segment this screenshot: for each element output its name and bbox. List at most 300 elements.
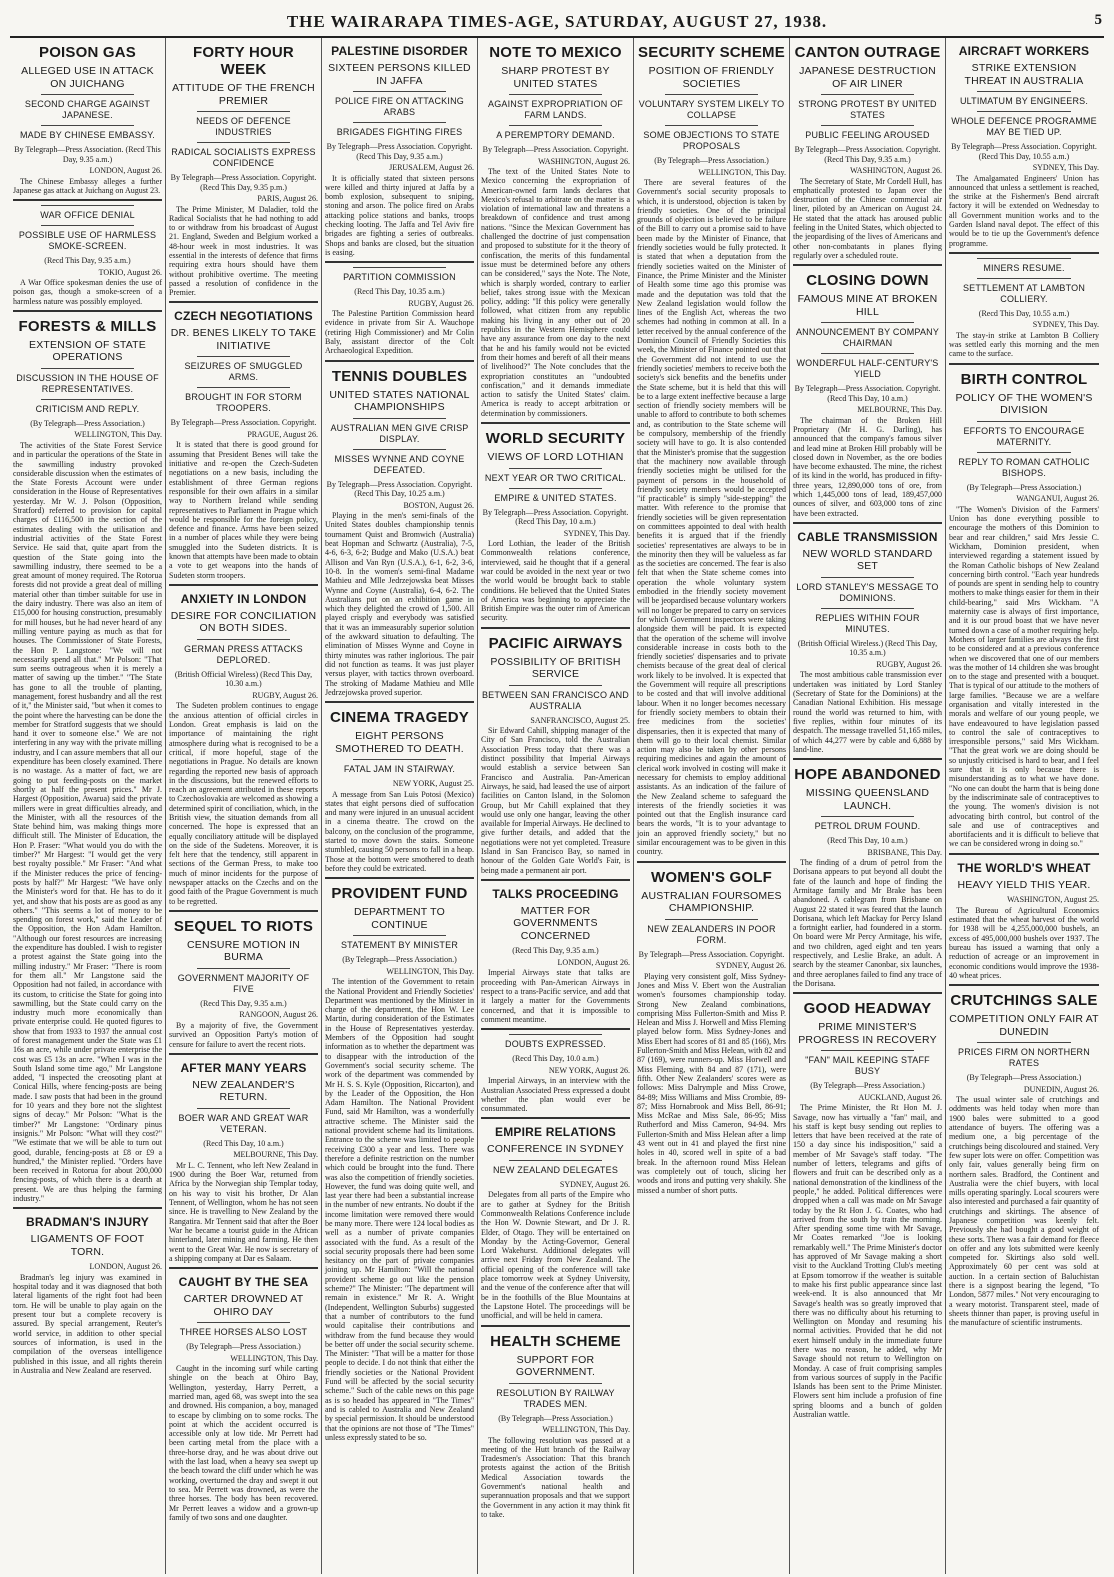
article-subhead: SIXTEEN PERSONS KILLED IN JAFFA (328, 62, 471, 87)
article-credit: By Telegraph—Press Association. (Recd This Day, 9.35 a.m.) (14, 145, 161, 164)
article-dateline: AUCKLAND, August 26. (858, 1092, 942, 1102)
article-credit: (British Official Wireless.) (Recd This Day, 10.35 a.m.) (797, 638, 938, 658)
article-subhead: RESOLUTION BY RAILWAY TRADES MEN. (496, 1387, 615, 1409)
article-body: The Chinese Embassy alleges a further Japanese gas attack at Juichang on August 23. (13, 176, 162, 195)
article-headline: GOOD HEADWAY (803, 1000, 932, 1018)
article-headline: CINEMA TRAGEDY (330, 709, 469, 727)
article (481, 1034, 630, 1113)
article-subhead: DOUBTS EXPRESSED. (505, 1039, 606, 1050)
article-body: It is officially stated that sixteen persons were killed and thirty injured at Jaffa by a bomb explosion, subsequent to sniping, stoning and arson. The police fired on Arabs attacking police stations and banks, troops checking looting. The Jaffa and Tel Aviv fire brigades are fighting a series of outbreaks. Shops and banks are closed, but the situation is easing. (325, 173, 474, 257)
article-credit: (Recd This Day, 10 a.m.) (203, 1138, 284, 1148)
article-subhead: PUBLIC FEELING AROUSED (805, 130, 930, 140)
subhead-divider (821, 353, 914, 354)
article-divider (325, 701, 474, 703)
article-dateline: WANGANUI, August 26. (1016, 494, 1099, 504)
article-credit: (By Telegraph—Press Association.) (654, 156, 769, 165)
article-credit: (Recd This Day, 9.35 a.m.) (512, 946, 599, 956)
article-body: The activities of the State Forest Service and in particular the operations of the State in the sawmilling industry provoked considerable discussion when the estimates of the State Forests Account were under consideration in the House of Representatives yesterday. Mr W. J. Polson (Opposition, Stratford) referred to provision for capital charges of £116,500 in the section of the estimates dealing with the utilisation and industrial activities of the State Forest Service. He said that, quite apart from the question of the State going into the sawmilling industry, there seemed to be a great amount of money required. The Rotorua forests did not provide a great deal of milling material other than timber suitable for use in the dairy industry. There was also an item of £15,000 for housing construction, presumably for mill houses, but he had never heard of any milling venture paying as much as that for houses. The Commissioner of State Forests, the Hon P. Langstone: "We will not necessarily spend all that." Mr Polson: "That sum seems outrageous when it is merely a matter of sawing up the timber." "The State has gone to all the trouble of planting, management, forest husbandry and all the rest of it," the Minister said, "but when it comes to the point where the harvesting can be done the member for Stratford suggests that we should hand it over to someone else." We are not interfering in any way with the private milling industry, and I can assure members that all our expenditure has been closely examined. There is no wastage. As a matter of fact, we are going to put feeding-posts on the market shortly at half the present prices." Mr J. Hargest (Opposition, Awarua) said the private millers were in great difficulties already, and the Minister, with all the resources of the State behind him, was making things more difficult still. The Minister of Education, the Hon P. Fraser: "What would you do with the timber?" Mr Hargest: "I would get the very best royalty possible." Mr Fraser: "And what if the Minister reduces the price of fencing-posts by half?" Mr Hargest: "We have only the Minister's word for that. He has to do it yet, and show that his posts are as good as any others." "This seems a lot of money to be spending on forest work," said the Leader of the Opposition, the Hon Adam Hamilton. "Although our forest resources are increasing the expenditure has doubled. I wish to register a protest against the State going into the milling industry." Mr Fraser: "There is room for them all." Mr Langstone said the Opposition had not failed, in accordance with its custom, to criticise the State for going into sawmilling, but the State could carry on the industry much more economically than private enterprise could. He quoted figures to show that from 1933 to 1937 the annual cost of forest management under the State was £1 16s an acre, while under private enterprise the cost was £5 13s an acre. "When I was in the South Island some time ago," Mr Langstone added, "I inspected the creosoting plant at Conical Hills, where fencing-posts are being made. I saw posts that had been in the ground for 10 years and they bore not the slightest signs of decay." Mr Polson: "What is the timber?" Mr Langstone: "Ordinary pinus insignis." Mr Polson: "What will they cost?" "We estimate that we will be able to turn out good, durable, fencing-posts at £8 or £9 a hundred," the Minister replied. "Orders have been received in Rotorua for about 200,000 fencing-posts, of which there is a dearth at present. We are thus helping the farming industry." (13, 440, 162, 1204)
article-headline: TALKS PROCEEDING (492, 886, 619, 901)
article-divider (793, 522, 942, 524)
article-subhead: SOME OBJECTIONS TO STATE PROPOSALS (643, 130, 780, 151)
article-headline: AIRCRAFT WORKERS (958, 44, 1090, 58)
article-body: The Prime Minister, M Daladier, told the Radical Socialists that he had nothing to add to or withdraw from his broadcast of August 21. England, Sweden and Belgium worked a 48-hour week in most industries. It was essential in the interests of defence that firms requiring extra hours should have them without prohibitive overtime. The meeting passed a resolution of confidence in the Premier. (169, 204, 318, 298)
subhead-divider (41, 368, 134, 369)
section-divider (509, 1034, 602, 1035)
article (949, 992, 1099, 1327)
article-dateline: SYDNEY, August 26. (715, 961, 786, 971)
article-dateline: SYDNEY, This Day. (563, 528, 630, 538)
article-dateline: TOKIO, August 26. (98, 267, 162, 277)
article-subhead: POSITION OF FRIENDLY SOCIETIES (648, 65, 775, 90)
article (169, 309, 318, 579)
article-subhead: BRIGADES FIGHTING FIRES (336, 127, 463, 137)
article (169, 592, 318, 906)
article-subhead: MATTER FOR GOVERNMENTS CONCERNED (513, 904, 598, 942)
article-subhead: NEW ZEALANDERS IN POOR FORM. (647, 923, 776, 945)
article-subhead: SECOND CHARGE AGAINST JAPANESE. (24, 99, 151, 120)
article-body: A message from San Luis Potosi (Mexico) states that eight persons died of suffocation and many were injured in an unusual accident in a cinema theatre. The crowd on the balcony, on the conclusion of the programme, started to move down the stairs. Someone stumbled, causing 50 persons to fall in a heap. Those at the bottom were smothered to death before they could be extricated. (325, 789, 474, 873)
article-subhead: MISSING QUEENSLAND LAUNCH. (805, 787, 930, 812)
subhead-divider (41, 125, 134, 126)
news-column (166, 38, 322, 1574)
article-headline: NOTE TO MEXICO (489, 44, 622, 61)
article-credit: (By Telegraph—Press Association.) (186, 1342, 301, 1352)
article-divider (637, 861, 786, 863)
article-body: The following resolution was passed at a meeting of the Hutt branch of the Railway Tradesmen's Association: That this branch protests against the action of the British Medical Association towards the Government's national health and superannuation proposals and that we support the Government in any action it may think fit to take. (481, 1435, 630, 1519)
article-subhead: SUPPORT FOR GOVERNMENT. (515, 1353, 596, 1379)
article-divider (325, 360, 474, 362)
article-divider (325, 877, 474, 879)
subhead-divider (977, 91, 1071, 92)
article-subhead: COMPETITION ONLY FAIR AT DUNEDIN (949, 1013, 1099, 1038)
article-headline: POISON GAS (38, 44, 137, 61)
article-dateline: RUGBY, August 26. (252, 690, 318, 700)
article-body: The usual winter sale of crutchings and oddments was held today when more than 1900 bales were submitted to a good attendance of buyers. The offering was a medium one, a big percentage of the crutchings being discoloured and stained. Very few super lots were on offer. Competition was only fair, values generally being firm on northern sales. Bradford, the Continent and Australia were the chief buyers, with local mills operating sparingly. Local scourers were also interested and purchased a fair quantity of crutchings and skirtings. The absence of Japanese competition was keenly felt. Previously she had bought a good weight of these sorts. There was a fair demand for fleece on offer and any lots submitted were keenly competed for. Skirtings also sold well. Approximately 60 per cent was sold at auction. In a certain section of Baluchistan there is a signpost bearing the legend, "To London, 5877 miles." Not very encouraging to a weary motorist. Transparent steel, made of sheets thinner than paper, is proving useful in the manufacture of scientific instruments. (949, 1095, 1099, 1328)
article-divider (13, 199, 162, 201)
subhead-divider (353, 449, 446, 450)
article (949, 861, 1099, 980)
subhead-divider (353, 122, 446, 123)
article-divider (481, 422, 630, 424)
article (13, 205, 162, 306)
article-headline: WOMEN'S GOLF (651, 868, 772, 886)
article-body: Mr L. C. Tennent, who left New Zealand in 1900 during the Boer War, returned from Africa by the Norwegian ship Templar today, on his way to visit his brother, Dr Alan Tennent, of Wellington, whom he has not seen since. He is travelling to New Zealand by the Rangatira. Mr Tennent said that after the Boer War he became a tourist guide in the African hinterland, later mining and farming. He then went to the Great War. He now is secretary of a shipping company at Dar es Salaam. (169, 1160, 318, 1263)
article-divider (949, 984, 1099, 986)
subhead-divider (41, 225, 134, 226)
article-credit: By Telegraph—Press Association. Copyright. (Recd This Day, 9.35 p.m.) (170, 173, 317, 192)
news-column (790, 38, 946, 1574)
article (13, 44, 162, 195)
article-subhead: NEW ZEALAND DELEGATES (492, 1164, 619, 1175)
article-credit: (By Telegraph—Press Association.) (966, 1073, 1082, 1083)
article-credit: (By Telegraph—Press Association.) (30, 418, 145, 428)
article-dateline: LONDON, August 26. (89, 1262, 162, 1272)
article-body: The most ambitious cable transmission ever undertaken was initiated by Lord Stanley (Secretary of State for the Dominions) at the Canadian National Exhibition. His message round the world was returned to him, with five replies, within four minutes of its despatch. The message travelled 51,165 miles, of which 44,277 were by cable and 6,888 by land-line. (793, 670, 942, 754)
subhead-divider (509, 1383, 602, 1384)
article-subhead: ATTITUDE OF THE FRENCH PREMIER (172, 82, 315, 107)
subhead-divider (821, 125, 914, 126)
subhead-divider (821, 608, 914, 609)
article-subhead: WAR OFFICE DENIAL (40, 210, 135, 221)
article-credit: By Telegraph—Press Association. Copyright. (Recd This Day, 10 a.m.) (794, 384, 941, 403)
article-divider (325, 261, 474, 263)
article-subhead: STRONG PROTEST BY UNITED STATES (798, 99, 937, 120)
article-subhead: ALLEGED USE IN ATTACK ON JUICHANG (21, 65, 154, 90)
article-subhead: BROUGHT IN FOR STORM TROOPERS. (185, 392, 302, 414)
subhead-divider (353, 91, 446, 92)
article-body: Imperial Airways state that talks are proceeding with Pan-American Airways in respect to a trans-Pacific service, and add that it largely a matter for the Governments concerned, and that it is impossible to comment meantime. (481, 968, 630, 1024)
article-divider (13, 1207, 162, 1209)
article-subhead: VOLUNTARY SYSTEM LIKELY TO COLLAPSE (638, 99, 785, 120)
article-body: The Amalgamated Engineers' Union has announced that unless a settlement is reached, the strike at the Fishermen's Bend aircraft factory it will be extended on Wednesday to all Government munition works and to the Garden Island naval depot. The effect of this would be to tie up the Government's defence programme. (949, 173, 1099, 248)
article-subhead: CARTER DROWNED AT OHIRO DAY (183, 1293, 304, 1318)
article (169, 44, 318, 297)
article (481, 887, 630, 1024)
article (169, 918, 318, 1049)
article-subhead: WONDERFUL HALF-CENTURY'S YIELD (796, 358, 939, 380)
article-body: Sir Edward Cahill, shipping manager of the City of San Francisco, told the Australian Association Press today that there was a distinct possibility that Imperial Airways would establish a service between San Francisco and Australia. Pan-American Airways, he said, had leased the use of airport facilities on Canton Island, in the Solomon Group, but Mr Cahill explained that they would use only one hangar, leaving the other available for Imperial Airways. He declined to give further details, and added that the negotiations were not yet completed. Treasure Island in San Francisco Bay, so named in honour of the Golden Gate World's Fair, is being made a permanent air port. (481, 726, 630, 875)
article-body: It is stated that there is good ground for assuming that President Benes will take the initiative and re-open the Czech-Sudeten negotiations on a new basis, including the establishment of three German regions responsible for their own affairs in a similar way to Northern Ireland while sending representatives to Parliament in Prague which would be responsible for the foreign policy, defence and finance. Arms have been seized in a number of places while they were being smuggled into the Sudeten districts. It is known that attempts have been made to obtain a vote to get weapons into the hands of Sudeten storm troopers. (169, 440, 318, 580)
article-subhead: RADICAL SOCIALISTS EXPRESS CONFIDENCE (171, 147, 316, 168)
article-subhead: STRIKE EXTENSION THREAT IN AUSTRALIA (964, 62, 1084, 87)
article-credit: (Recd This Day, 9.35 a.m.) (200, 998, 287, 1008)
subhead-divider (197, 387, 290, 388)
subhead-divider (41, 399, 134, 400)
page-number: 5 (1094, 12, 1102, 28)
subhead-divider (197, 1108, 290, 1109)
article-subhead: PETROL DRUM FOUND. (814, 821, 921, 832)
article-headline: BRADMAN'S INJURY (26, 1215, 149, 1230)
article-headline: EMPIRE RELATIONS (495, 1125, 616, 1140)
article-subhead: HEAVY YIELD THIS YEAR. (957, 878, 1091, 891)
article-credit: (Recd This Day, 9.35 a.m.) (44, 256, 131, 266)
article-subhead: THREE HORSES ALSO LOST (179, 1327, 308, 1338)
section-divider (41, 205, 134, 206)
article-body: The Palestine Partition Commission heard evidence in private from Sir A. Wauchope (retiring High Commissioner) and Mr Colin Baly, assistant director of the Colt Archaeological Expedition. (325, 309, 474, 356)
article-subhead: PARTITION COMMISSION (343, 272, 456, 283)
article-subhead: JAPANESE DESTRUCTION OF AIR LINER (799, 65, 936, 90)
article-body: The Sudeten problem continues to engage the anxious attention of official circles in London. Great emphasis is laid on the importance of maintaining the right atmosphere during what is recognised to be a critical, if more hopeful, stage of the negotiations in Prague. No details are known regarding the reported new basis of approach in the discussions, but the renewed efforts to reach an agreement attributed in these reports to Czechoslovakia are welcomed as showing a determined spirit of conciliation, which, in the British view, the situation demands from all concerned. The hope is expressed that an equally conciliatory attitude will be displayed on the side of the Sudetens. Moreover, it is felt here that the tendency, still apparent in sections of the German Press, to make too much of minor incidents for the purpose of newspaper attacks on the Czechs and on the good faith of the Prague Government is much to be regretted. (169, 701, 318, 906)
article-subhead: EMPIRE & UNITED STATES. (494, 492, 617, 503)
article-subhead: FAMOUS MINE AT BROKEN HILL (797, 293, 938, 318)
subhead-divider (977, 1042, 1071, 1043)
article-headline: SECURITY SCHEME (638, 44, 785, 61)
article-headline: CZECH NEGOTIATIONS (174, 309, 313, 324)
subhead-divider (665, 94, 758, 95)
news-column (946, 38, 1102, 1574)
article-body: The finding of a drum of petrol from the Dorisana appears to put beyond all doubt the fate of the launch and hope of finding the Armitage family and Mr Brake has been abandoned. A cablegram from Brisbane on August 22 stated it was feared that the launch Dorisana, which left Mackay for Percy Island a fortnight earlier, had foundered in a storm. On board were Mr Percy Armitage, his wife, and two children, aged eight and ten years respectively, and Leslie Brake, an adult. A search by the steamer Canonbar, six launches, and three aeroplanes failed to find any trace of the Dorisana. (793, 858, 942, 988)
article-body: There are several features of the Government's social security proposals to which, it is understood, objection is taken by friendly societies. One of the principal grounds of objection is believed to be failure of the Bill to carry out a promise said to have been made by the Minister of Finance, that friendly societies would be fully protected. It is stated that when a deputation from the friendly societies waited on the Minister of Finance, the Prime Minister and the Minister of Health some time ago this promise was made and the deputation was told that the New Zealand legislation would follow the lines of the English Act, whereas the two schemes had nothing in common at all. In a letter received by the annual conference of the Dominion Council of Friendly Societies this week, the Minister of Finance pointed out that the Government did not intend to use the friendly societies' members to receive both the society's sick benefits and the benefits under the State scheme, but it is held that this will be to a large extent ineffective because a large section of friendly society members will be unable to afford to contribute to both schemes and, as contribution to the State scheme will be compulsory, membership of the friendly society will have to go. It is also contended that the Minister's promise that the suggestion that the machinery now available through friendly societies might be utilised for the payment of persons in the household of friendly society members would be accepted "if practicable" is simply "side-stepping" the matter. With reference to the promise that friendly societies will be given representation on committees appointed to deal with health benefits it is argued that if the friendly societies' representatives are always to be in the minority then they will be valueless as far as the societies are concerned. The fear is also felt that when the State scheme comes into operation the whole voluntary system embodied in the friendly society movement will be jeopardised because voluntary workers will no longer be prepared to carry on services for which Government inspectors were taking alongside them will be paid. It is expected that the operation of the scheme will involve considerable increase in costs both to the friendly societies' dispensaries and to private chemists because of the great deal of clerical work likely to be involved. It is expected that the Government will require all prescriptions to be costed and that will involve additional labour. When it no longer becomes necessary for friendly society members to obtain their free medicines from the societies' dispensaries, then it is expected that many of them will go to their local chemist. Similar action may also be taken by other persons requiring medicines and again the amount of clerical work involved in costing will make it necessary for chemists to employ additional assistants. As an indication of the failure of the New Zealand scheme to safeguard the interests of the friendly societies it was pointed out that the English insurance card bears the words, "It is to your advantage to join an approved friendly society," but no similar encouragement was to be given in this country. (637, 178, 786, 857)
article-subhead: FATAL JAM IN STAIRWAY. (343, 764, 456, 775)
article-subhead: STATEMENT BY MINISTER (340, 940, 459, 951)
article-subhead: POSSIBILITY OF BRITISH SERVICE (490, 655, 621, 681)
article-subhead: AUSTRALIAN MEN GIVE CRISP DISPLAY. (330, 422, 469, 444)
subhead-divider (197, 968, 290, 969)
article-dateline: SYDNEY, August 26. (559, 1179, 630, 1189)
subhead-divider (197, 111, 290, 112)
article-subhead: MADE BY CHINESE EMBASSY. (19, 130, 155, 140)
article-divider (169, 910, 318, 912)
article-credit: By Telegraph—Press Association. Copyright. (Recd This Day, 10 a.m.) (482, 507, 629, 527)
article-credit: By Telegraph—Press Association. Copyright. (Recd This Day, 9.35 a.m.) (326, 142, 473, 161)
article-subhead: NEEDS OF DEFENCE INDUSTRIES (196, 116, 291, 137)
masthead (10, 6, 1104, 38)
newspaper-title: THE WAIRARAPA TIMES-AGE, SATURDAY, AUGUST 27, 1938. (286, 12, 828, 31)
article (793, 766, 942, 988)
article-subhead: AUSTRALIAN FOURSOMES CHAMPIONSHIP. (641, 889, 782, 915)
subhead-divider (821, 816, 914, 817)
article-body: The Secretary of State, Mr Cordell Hull, has emphatically protested to Japan over the destruction of the Chinese commercial air liner, piloted by an American on August 24. He stated that the attack has aroused public feeling in the United States, which objected to the jeopardising of the lives of Americans and other non-combatants in planes flying regularly over a scheduled route. (793, 176, 942, 260)
subhead-divider (197, 142, 290, 143)
article-dateline: LONDON, August 26. (557, 957, 630, 967)
article-headline: AFTER MANY YEARS (180, 1060, 307, 1075)
article-dateline: BRISBANE, This Day. (867, 847, 942, 857)
article-headline: CAUGHT BY THE SEA (178, 1275, 309, 1290)
article-dateline: WASHINGTON, August 26. (538, 156, 630, 166)
article-headline: ANXIETY IN LONDON (180, 591, 307, 606)
article-subhead: MISSES WYNNE AND COYNE DEFEATED. (334, 453, 465, 475)
article-divider (481, 879, 630, 881)
article-subhead: EFFORTS TO ENCOURAGE MATERNITY. (963, 425, 1085, 447)
article-credit: By Telegraph—Press Association. Copyright. (638, 949, 785, 959)
article-divider (949, 363, 1099, 365)
article-credit: By Telegraph—Press Association. Copyright. (Recd This Day, 10.55 a.m.) (951, 142, 1097, 161)
article (481, 635, 630, 875)
article-divider (481, 627, 630, 629)
subhead-divider (977, 421, 1071, 422)
article-headline: BIRTH CONTROL (960, 370, 1088, 388)
article-credit: (By Telegraph—Press Association.) (498, 1413, 613, 1423)
article-headline: PACIFIC AIRWAYS (488, 634, 623, 652)
article-subhead: EIGHT PERSONS SMOTHERED TO DEATH. (335, 730, 464, 755)
article-dateline: NEW YORK, August 25. (392, 779, 474, 789)
article-subhead: PRIME MINISTER'S PROGRESS IN RECOVERY (798, 1021, 937, 1046)
article-subhead: SHARP PROTEST BY UNITED STATES (501, 65, 610, 90)
subhead-divider (509, 488, 602, 489)
article-divider (481, 1325, 630, 1327)
article-subhead: EXTENSION OF STATE OPERATIONS (29, 338, 146, 364)
section-divider (977, 258, 1071, 259)
article-headline: SEQUEL TO RIOTS (173, 917, 314, 935)
article (325, 44, 474, 257)
subhead-divider (353, 935, 446, 936)
article-subhead: POSSIBLE USE OF HARMLESS SMOKE-SCREEN. (18, 230, 157, 252)
article-subhead: CONFERENCE IN SYDNEY (486, 1143, 625, 1156)
article (325, 885, 474, 1442)
article-divider (169, 1053, 318, 1055)
subhead-divider (509, 1160, 602, 1161)
article-body: "The Women's Division of the Farmers' Union has done everything possible to encourage the mothers of this Dominion to bear and rear children," said Mrs Jessie C. Wickham, Dominion president, when interviewed regarding a statement issued by the Roman Catholic bishops of New Zealand concerning birth control. "Each year hundreds of pounds are spent in sending help to country mothers to make things easier for them in their child-bearing," said Mrs Wickham. "A maternity case is always of first importance, and it is our proud boast that we have never turned down a case of a mother requiring help. Mothers of larger families are always the first to be considered and at a previous conference when we discovered that one of our members was the mother of 14 children she was brought on to the stage and presented with a bouquet. That is typical of our attitude to the mothers of large families. "Because we are a welfare organisation and vitally interested in the morals and welfare of our young people, we have endeavoured to have legislation passed to control the sale of contraceptives to irresponsible persons," said Mrs Wickham. "That the great work we are doing should be so unjustly criticised is hard to bear, and I feel sure that it is only because there is misunderstanding as to what we have done. "No one can doubt the harm that is being done by the indiscriminate sale of contraceptives to the young. The women's division is not advocating birth control, but control of the sale and use of contraceptives and abortifacients and it is difficult to believe that we can be considered wrong in doing so." (949, 504, 1099, 849)
article-credit: (By Telegraph—Press Association.) (810, 1081, 925, 1091)
article-divider (169, 1267, 318, 1269)
article (325, 368, 474, 697)
article-headline: FORTY HOUR WEEK (193, 44, 294, 78)
article (793, 272, 942, 518)
article (481, 44, 630, 418)
article-dateline: LONDON, August 26. (89, 166, 162, 175)
article-headline: FORESTS & MILLS (18, 317, 157, 335)
article-headline: CABLE TRANSMISSION (797, 529, 938, 544)
news-column (10, 38, 166, 1574)
article-body: The text of the United States Note to Mexico concerning the expropriation of American-owned farm lands declares that Mexico's refusal to arbitrate on the matter is a violation of international law and threatens a breakdown of confidence and trust among nations. "Since the Mexican Government has challenged the doctrine of just compensation and proposed to substitute for it the theory of confiscation, the merits of this fundamental issue must be determined before any others can be considered," says the Note. The Note, which is sharply worded, contrary to earlier belief, takes strong issue with the Mexican policy, adding: "If this policy were generally followed, what citizen from any republic making his living in any other out of 20 republics in the Western Hemisphere could have any assurance from one day to the next that he and his family would not be evicted from their homes and bereft of all their means of livelihood?" The Note concludes that the expropriation constitutes an "undoubted confiscation," and it demands immediate action to satisfy the United States' claim. America is ready to accept arbitration or determination by commissioners. (481, 167, 630, 418)
article-subhead: SEIZURES OF SMUGGLED ARMS. (184, 361, 303, 383)
article-dateline: SYDNEY, This Day. (1032, 320, 1099, 330)
article-body: Playing very consistent golf, Miss Sydney-Jones and Miss V. Ebert won the Australian women's foursomes championship today. Strong New Zealand combinations, comprising Miss Fullerton-Smith and Miss P. Helean and Miss J. Horwell and Miss Fleming played below form. Miss Sydney-Jones and Miss Ebert had scores of 81 and 85 (166), Mrs Fullerton-Smith and Miss Helean, with 82 and 87 (169), were runners-up. Miss Horwell and Miss Fleming, with 84 and 87 (171), were fifth. Other New Zealanders' scores were as follows: Miss Dalrymple and Miss Crowe, 84-89; Miss Williams and Miss Crombie, 89-87; Miss Hornabrook and Miss Bell, 86-91; Miss McRae and Miss Sale, 86-95; Miss Rutherford and Miss Cameron, 94-94. Mrs Fullerton-Smith and Miss Helean after a limp 43 went out in 41 and played the first nine holes in 40, scored well in spite of a bad break. In the afternoon round Miss Helean was completely out of touch, slicing her woods and irons and putting very shakily. She missed a number of short putts. (637, 971, 786, 1195)
article-dateline: WELLINGTON, This Day. (74, 430, 162, 440)
subhead-divider (197, 639, 290, 640)
article (793, 530, 942, 754)
article-headline: HOPE ABANDONED (794, 766, 941, 784)
article (949, 371, 1099, 849)
article-dateline: WELLINGTON, This Day. (230, 1353, 318, 1363)
article-divider (949, 853, 1099, 855)
article-body: A War Office spokesman denies the use of poison gas, though a smoke-screen of a harmless nature was possibly employed. (13, 278, 162, 306)
article-divider (481, 1117, 630, 1119)
article-subhead: LORD STANLEY'S MESSAGE TO DOMINIONS. (796, 581, 939, 603)
news-column (478, 38, 634, 1574)
article-credit: (Recd This Day, 10.35 a.m.) (354, 287, 445, 297)
article-divider (481, 1028, 630, 1030)
article (949, 258, 1099, 359)
article-subhead: DISCUSSION IN THE HOUSE OF REPRESENTATIVES. (16, 372, 159, 394)
article-divider (793, 992, 942, 994)
article-credit: (By Telegraph—Press Association.) (342, 955, 457, 965)
article-divider (169, 584, 318, 586)
article-subhead: DEPARTMENT TO CONTINUE (354, 906, 445, 931)
article-credit: By Telegraph—Press Association. Copyright. (482, 145, 629, 154)
article-subhead: SETTLEMENT AT LAMBTON COLLIERY. (962, 282, 1086, 304)
subhead-divider (353, 418, 446, 419)
subhead-divider (41, 94, 134, 95)
article-body: By a majority of five, the Government survived an Opposition Party's motion of censure for failure to avert the recent riots. (169, 1020, 318, 1049)
article-subhead: GERMAN PRESS ATTACKS DEPLORED. (184, 643, 303, 665)
article-subhead: BOER WAR AND GREAT WAR VETERAN. (178, 1112, 309, 1134)
article-subhead: "FAN" MAIL KEEPING STAFF BUSY (805, 1055, 930, 1077)
article-body: The chairman of the Broken Hill Proprietary (Mr H. G. Darling), has announced that the company's famous silver and lead mine at Broken Hill probably will be closed down in November, as the ore bodies have become exhausted. The mine, the richest of its kind in the world, has produced in fifty-three years, 12,890,000 tons of ore, from which 1,445,000 tons of lead, 189,457,000 ounces of silver, and 603,000 tons of zinc have been extracted. (793, 415, 942, 518)
article-subhead: CENSURE MOTION IN BURMA (186, 938, 301, 964)
article (793, 44, 942, 260)
article (169, 1275, 318, 1522)
article-dateline: MELBOURNE, This Day. (233, 1150, 318, 1160)
article-headline: CRUTCHINGS SALE (950, 992, 1098, 1010)
article (13, 1215, 162, 1375)
article (637, 869, 786, 1195)
article-divider (949, 252, 1099, 254)
subhead-divider (353, 759, 446, 760)
article-dateline: JERUSALEM, August 26. (389, 163, 474, 172)
article-credit: (Recd This Day, 10.0 a.m.) (512, 1054, 599, 1064)
article-subhead: LIGAMENTS OF FOOT TORN. (30, 1233, 145, 1258)
article-subhead: REPLIES WITHIN FOUR MINUTES. (815, 612, 920, 634)
article-subhead: ANNOUNCEMENT BY COMPANY CHAIRMAN (795, 327, 940, 349)
article (793, 1000, 942, 1419)
article (169, 1061, 318, 1263)
article-subhead: PRICES FIRM ON NORTHERN RATES (958, 1047, 1090, 1069)
article-subhead: NEXT YEAR OR TWO CRITICAL. (484, 472, 627, 483)
article-headline: WORLD SECURITY (485, 430, 626, 448)
article-dateline: WELLINGTON, This Day. (698, 167, 786, 177)
news-column (634, 38, 790, 1574)
subhead-divider (977, 111, 1071, 112)
subhead-divider (821, 322, 914, 323)
article-body: The intention of the Government to retain the National Provident and Friendly Societies' Department was mentioned by the Minister in charge of the department, the Hon W. Lee Martin, during consideration of the Estimates in the House of Representatives yesterday. Members of the Opposition had sought information as to whether the department was to disappear with the introduction of the Government's social security scheme. The work of the department was commended by Mr H. S. S. Kyle (Opposition, Riccarton), and by the Leader of the Opposition, the Hon Adam Hamilton. The National Provident Fund, said Mr Hamilton, was a wonderfully attractive scheme. The Minister said the national provident scheme had its limitations. Entrance to the scheme was limited to people receiving £300 a year and less. There was therefore a definite restriction on the number which could be brought into the fund. There was also the competition of friendly societies. However, the fund was doing quite well, and last year there had been a substantial increase in the number of new entrants. No doubt if the income limitation were removed there would be many more. There were 124 local bodies as well as a number of private companies associated with the fund. As a result of the social security proposals there had been some hesitancy on the part of private companies joining up. Mr Hamilton: "Will the national provident scheme go out like the pension scheme?" The Minister: "The department will remain in existence." Mr R. A. Wright (Independent, Wellington Suburbs) suggested that a number of contributors to the fund would capitalise their contributions and withdraw from the fund because they would be better off under the social security scheme. The Minister: "That will be a matter for those people to decide. I do not think that either the friendly societies or the National Provident Fund will be affected by the social security scheme." Such of the cable news on this page as is so headed has appeared in "The Times" and is cabled to Australia and New Zealand by special permission. It should be understood that the opinions are not those of "The Times" unless expressly stated to be so. (325, 977, 474, 1442)
article-body: The stay-in strike at Lambton B Colliery was settled early this morning and the men came to the surface. (949, 330, 1099, 359)
article (481, 430, 630, 623)
article-body: The Bureau of Agricultural Economics estimated that the wheat harvest of the world for 1938 will be 4,255,000,000 bushels, an excess of 495,000,000 bushels over 1937. The bureau has issued a warning that only a reduction of acreage or an improvement in economic conditions would improve the 1938-40 wheat prices. (949, 905, 1099, 980)
article (637, 44, 786, 857)
section-divider (353, 267, 446, 268)
subhead-divider (509, 685, 602, 686)
article-body: Playing in the men's semi-finals of the United States doubles championship tennis tournament Quist and Bromwich (Australia) beat Hopman and Schwartz (Australia), 7-5, 4-6, 6-3, 6-2; Budge and Mako (U.S.A.) beat Allison and Van Ryn (U.S.A.), 6-1, 6-2, 3-6, 10-8. In the women's semi-final Madame Mathieu and Mlle Jedrzejowska beat Misses Wynne and Coyne (Australia), 6-4, 6-2. The Australians put on an exhibition game in which they delighted the crowd of 1,500. All played crisply and everybody was satisfied that it was an immeasurably superior solution of the awkward situation to defaulting. The elimination of Misses Wynne and Coyne in thirty minutes was rather inglorious. The pair did not function as teams. It was just player versus player, with tactics thrown overboard. The stroking of Madame Mathieu and Mlle Jedrzejowska proved superior. (325, 511, 474, 697)
article-body: Lord Lothian, the leader of the British Commonwealth relations conference, interviewed, said he thought that if a general war could be avoided in the next year or two the world would be brought back to stable conditions. He believed that the United States of America was beginning to appreciate the British Empire was the outer rim of American security. (481, 539, 630, 623)
article-subhead: A PEREMPTORY DEMAND. (496, 130, 615, 140)
subhead-divider (197, 1322, 290, 1323)
article (13, 318, 162, 1203)
article-headline: PALESTINE DISORDER (331, 44, 468, 58)
article-subhead: UNITED STATES NATIONAL CHAMPIONSHIPS (329, 388, 470, 414)
article-headline: THE WORLD'S WHEAT (957, 860, 1091, 875)
subhead-divider (509, 94, 602, 95)
article-dateline: WELLINGTON, This Day. (386, 966, 474, 976)
news-columns (10, 38, 1104, 1574)
article-subhead: BETWEEN SAN FRANCISCO AND AUSTRALIA (481, 689, 630, 711)
article-subhead: AGAINST EXPROPRIATION OF FARM LANDS. (488, 99, 623, 120)
article-subhead: GOVERNMENT MAJORITY OF FIVE (177, 972, 310, 994)
article-subhead: ULTIMATUM BY ENGINEERS. (959, 96, 1089, 106)
article-headline: CANTON OUTRAGE (794, 44, 941, 61)
article-credit: (British Official Wireless) (Recd This Day, 10.30 a.m.) (174, 669, 313, 689)
article-divider (793, 758, 942, 760)
article-divider (793, 264, 942, 266)
subhead-divider (977, 278, 1071, 279)
article-subhead: WHOLE DEFENCE PROGRAMME MAY BE TIED UP. (951, 116, 1097, 137)
article-credit: By Telegraph—Press Association. Copyright. (Recd This Day, 9.35 a.m.) (794, 145, 941, 164)
article-dateline: SYDNEY, This Day. (1032, 163, 1099, 172)
article-divider (169, 301, 318, 303)
article-dateline: MELBOURNE, This Day. (857, 405, 942, 415)
article-credit: (By Telegraph—Press Association.) (966, 482, 1082, 492)
article-subhead: DR. BENES LIKELY TO TAKE INITIATIVE (170, 327, 317, 352)
article-dateline: RANGOON, August 26. (239, 1010, 318, 1020)
article-dateline: RUGBY, August 26. (408, 298, 474, 308)
article-subhead: NEW ZEALANDER'S RETURN. (192, 1078, 295, 1104)
article-body: Bradman's leg injury was examined in hospital today and it was diagnosed that both lateral ligaments of the right foot had been torn. He will be unable to play again on the present tour but a complete recovery is assured. By special arrangement, Reuter's world service, in addition to other special sources of information, is used in the compilation of the overseas intelligence published in this issue, and all rights therein in Australia and New Zealand are reserved. (13, 1272, 162, 1375)
article-headline: PROVIDENT FUND (331, 885, 468, 903)
article-subhead: POLICY OF THE WOMEN'S DIVISION (955, 391, 1093, 417)
article-credit: By Telegraph—Press Association. Copyright. (170, 418, 317, 428)
article (325, 267, 474, 355)
article-subhead: POLICE FIRE ON ATTACKING ARABS (335, 96, 464, 117)
article-credit: (Recd This Day, 10.55 a.m.) (978, 308, 1070, 318)
article (481, 1333, 630, 1520)
article (949, 44, 1099, 248)
article-subhead: MINERS RESUME. (983, 262, 1065, 273)
article-dateline: WASHINGTON, August 25. (1007, 895, 1099, 905)
article (481, 1125, 630, 1320)
article-dateline: RUGBY, August 26. (876, 659, 942, 669)
article-subhead: NEW WORLD STANDARD SET (802, 547, 933, 573)
article-dateline: DUNEDIN, August 26. (1023, 1084, 1099, 1094)
subhead-divider (509, 468, 602, 469)
article-body: Caught in the incoming surf while carting shingle on the beach at Ohiro Bay, Wellington, yesterday, Harry Perrett, a married man, aged 68, was swept into the sea and drowned. His companion, a boy, managed to escape by climbing on to some rocks. The point at which the accident occurred is accessible only at low tide. Mr Perrett had been carting metal from the place with a three-horse dray, and he was about drive out with the last load, when a heavy sea swept up the beach toward the cliff under which he was working, overturned the dray and swept it out to sea. Mr Perrett was drowned, as were the three horses. The body has been recovered. Mr Perrett leaves a widow and a grown-up family of two sons and one daughter. (169, 1364, 318, 1522)
article-dateline: PRAGUE, August 26. (247, 429, 318, 439)
article-credit: By Telegraph—Press Association. Copyright. (Recd This Day, 10.25 a.m.) (326, 479, 473, 499)
article-subhead: VIEWS OF LORD LOTHIAN (487, 451, 624, 464)
article-subhead: REPLY TO ROMAN CATHOLIC BISHOPS. (958, 456, 1090, 478)
article-dateline: NEW YORK, August 26. (548, 1065, 630, 1075)
article-divider (13, 310, 162, 312)
article-subhead: DESIRE FOR CONCILIATION ON BOTH SIDES. (170, 609, 317, 635)
